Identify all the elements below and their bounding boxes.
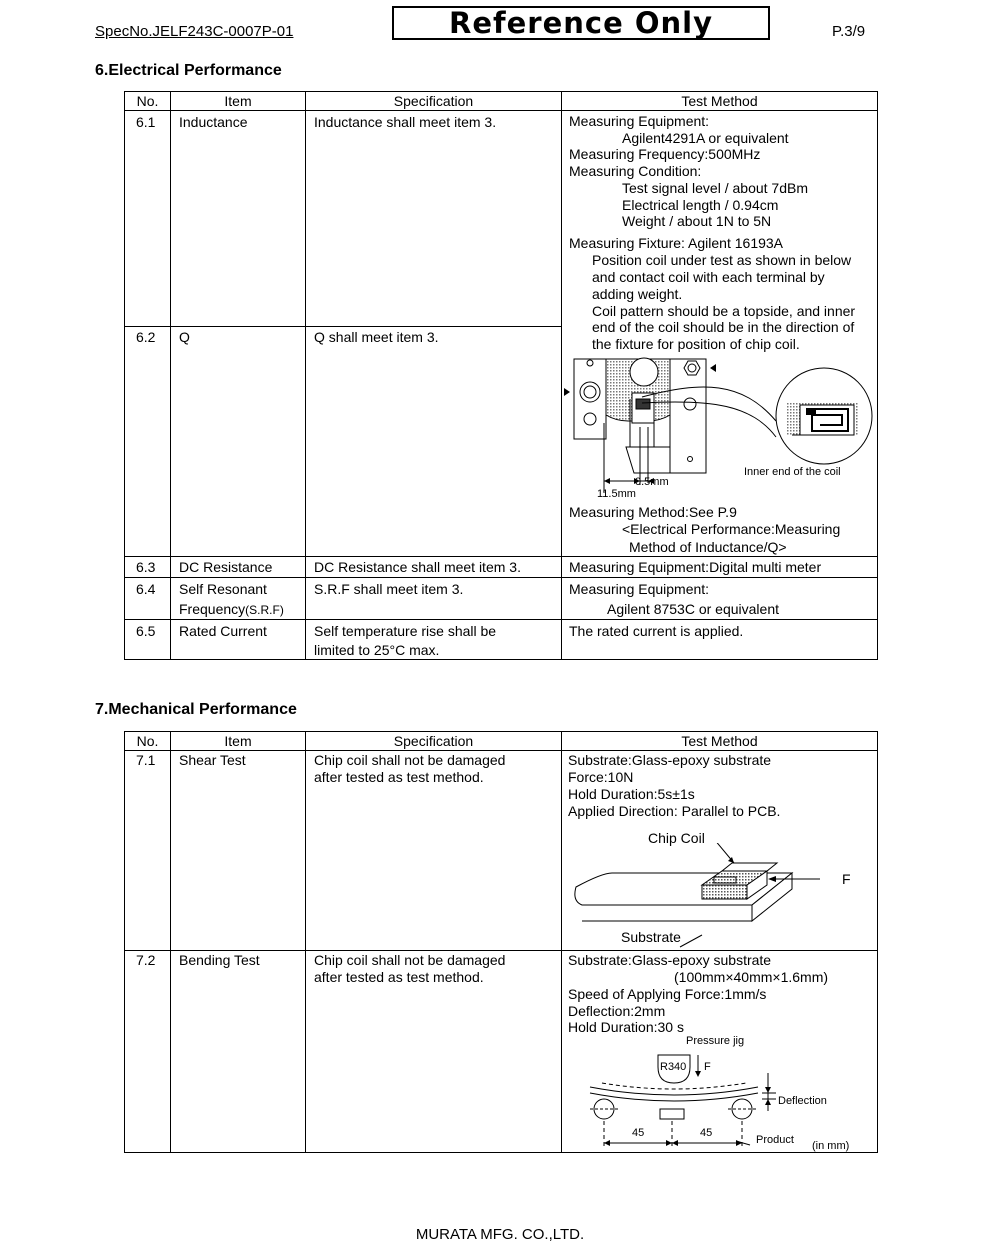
electrical-performance-table (124, 91, 878, 660)
shear-test-figure (562, 843, 878, 951)
shear-test-method (562, 751, 878, 951)
row-no: 6.2 (136, 329, 156, 345)
radius-label: R340 (660, 1061, 687, 1073)
bending-test-method (562, 951, 878, 1153)
method-line: Measuring Frequency:500MHz (569, 146, 761, 162)
row-item-line2: Frequency(S.R.F) (179, 601, 284, 617)
row-no: 7.2 (136, 952, 156, 968)
row-item: Rated Current (179, 623, 267, 639)
row-spec: Self temperature rise shall be (314, 623, 497, 639)
row-item: Inductance (179, 114, 248, 130)
row-spec: Q shall meet item 3. (314, 329, 439, 345)
method-line: Speed of Applying Force:1mm/s (568, 986, 767, 1002)
spec-number: SpecNo.JELF243C-0007P-01 (95, 23, 294, 40)
row-item: Shear Test (179, 752, 246, 768)
table-row (125, 578, 878, 620)
product-label: Product (756, 1134, 794, 1146)
page-number: P.3/9 (832, 23, 866, 40)
row-spec: Chip coil shall not be damaged (314, 752, 506, 768)
row-method: Measuring Equipment:Digital multi meter (569, 559, 822, 575)
force-label: F (842, 871, 851, 887)
method-line: Applied Direction: Parallel to PCB. (568, 803, 781, 819)
row-no: 6.1 (136, 114, 156, 130)
method-line: Hold Duration:30 s (568, 1019, 684, 1035)
method-line: Measuring Method:See P.9 (569, 504, 737, 520)
row-spec: DC Resistance shall meet item 3. (314, 559, 521, 575)
section-6-title: 6.Electrical Performance (95, 62, 282, 79)
row-no: 6.5 (136, 623, 156, 639)
col-header-specification: Specification (306, 732, 562, 751)
table-row (125, 751, 878, 951)
col-header-no: No. (125, 92, 171, 111)
row-spec-line2: limited to 25°C max. (314, 642, 440, 658)
row-method: The rated current is applied. (569, 623, 744, 639)
row-item: Q (179, 329, 190, 345)
method-line: Deflection:2mm (568, 1003, 666, 1019)
row-spec: after tested as test method. (314, 969, 484, 985)
row-no: 7.1 (136, 752, 156, 768)
inner-end-label: Inner end of the coil (744, 466, 841, 478)
pressure-jig-label: Pressure jig (686, 1035, 745, 1047)
method-line: Substrate:Glass-epoxy substrate (568, 952, 772, 968)
row-method-line2: Agilent 8753C or equivalent (607, 601, 780, 617)
method-line: Measuring Condition: (569, 163, 702, 179)
method-line: Hold Duration:5s±1s (568, 786, 695, 802)
chip-coil-label: Chip Coil (648, 830, 705, 846)
span-right-label: 45 (700, 1127, 713, 1139)
col-header-item: Item (171, 92, 306, 111)
span-left-label: 45 (632, 1127, 645, 1139)
col-header-no: No. (125, 732, 171, 751)
row-spec: after tested as test method. (314, 769, 484, 785)
dim-0-5mm: 0.5mm (635, 476, 669, 488)
col-header-specification: Specification (306, 92, 562, 111)
table-row (125, 620, 878, 660)
col-header-test-method: Test Method (562, 92, 878, 111)
method-line: Agilent4291A or equivalent (622, 130, 789, 146)
method-line: and contact coil with each terminal by (592, 269, 825, 285)
bending-test-figure (562, 1037, 878, 1153)
company-footer: MURATA MFG. CO.,LTD. (415, 1226, 585, 1243)
method-line: Force:10N (568, 769, 634, 785)
method-line: end of the coil should be in the direction of (592, 319, 855, 335)
row-no: 6.3 (136, 559, 156, 575)
row-method: Measuring Equipment: (569, 581, 710, 597)
method-line: Test signal level / about 7dBm (622, 180, 808, 196)
section-7-title: 7.Mechanical Performance (95, 701, 297, 718)
dim-11-5mm: 11.5mm (597, 488, 636, 500)
method-line: Measuring Equipment: (569, 113, 710, 129)
method-line: Substrate:Glass-epoxy substrate (568, 752, 772, 768)
method-line: Measuring Fixture: Agilent 16193A (569, 235, 784, 251)
method-line: (100mm×40mm×1.6mm) (674, 969, 829, 985)
method-line: adding weight. (592, 286, 683, 302)
method-line: Coil pattern should be a topside, and inner (592, 303, 856, 319)
unit-label: (in mm) (812, 1140, 850, 1152)
mechanical-performance-table (124, 731, 878, 1153)
row-item: DC Resistance (179, 559, 273, 575)
row-no: 6.4 (136, 581, 156, 597)
reference-only-stamp: Reference Only (392, 6, 770, 40)
method-line: the fixture for position of chip coil. (592, 336, 800, 352)
col-header-test-method: Test Method (562, 732, 878, 751)
method-line: Electrical length / 0.94cm (622, 197, 779, 213)
row-spec: Chip coil shall not be damaged (314, 952, 506, 968)
method-line: Method of Inductance/Q> (629, 539, 787, 555)
row-spec: Inductance shall meet item 3. (314, 114, 497, 130)
table-row (125, 557, 878, 578)
row-item: Self Resonant (179, 581, 267, 597)
force-label: F (704, 1061, 711, 1073)
substrate-label: Substrate (621, 929, 681, 945)
deflection-label: Deflection (778, 1095, 827, 1107)
col-header-item: Item (171, 732, 306, 751)
inductance-q-test-method (562, 111, 878, 557)
method-line: Weight / about 1N to 5N (622, 213, 772, 229)
method-line: <Electrical Performance:Measuring (622, 521, 841, 537)
row-spec: S.R.F shall meet item 3. (314, 581, 464, 597)
table-row (125, 951, 878, 1153)
table-row (125, 111, 878, 327)
method-line: Position coil under test as shown in below (592, 252, 852, 268)
row-item: Bending Test (179, 952, 260, 968)
